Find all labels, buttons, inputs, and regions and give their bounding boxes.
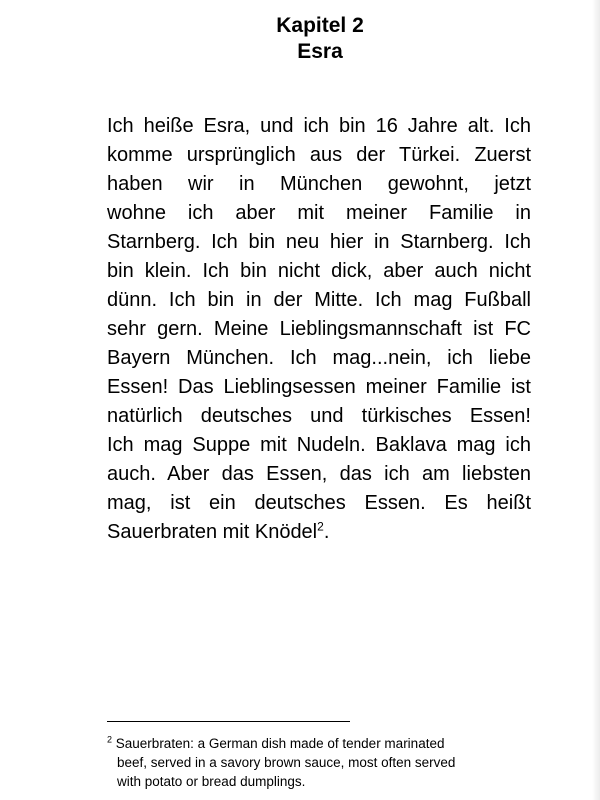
body-line: Ich mag Suppe mit Nudeln. Baklava mag ich [107,434,531,456]
body-line-last [107,518,531,547]
body-line: Ich heiße Esra, und ich bin 16 Jahre alt. Ich [107,115,531,137]
body-line: dünn. Ich bin in der Mitte. Ich mag Fußball [107,289,531,311]
body-line: Bayern München. Ich mag...nein, ich liebe [107,347,531,369]
body-line: auch. Aber das Essen, das ich am liebsten [107,463,531,485]
chapter-title: Kapitel 2 [276,14,364,37]
footnote-line: beef, served in a savory brown sauce, most often served [117,755,456,770]
chapter-subtitle: Esra [297,40,343,63]
body-line: komme ursprünglich aus der Türkei. Zuerst [107,144,531,166]
body-line: Starnberg. Ich bin neu hier in Starnberg. Ich [107,231,531,253]
body-line: Essen! Das Lieblingsessen meiner Familie ist [107,376,531,398]
body-line: mag, ist ein deutsches Essen. Es heißt [107,492,531,514]
body-line: wohne ich aber mit meiner Familie in [107,202,531,224]
page-edge-shadow [592,0,600,800]
body-line: haben wir in München gewohnt, jetzt [107,173,531,195]
final-punctuation: . [323,521,330,543]
body-line-text: Sauerbraten mit Knödel [107,521,318,543]
footnote-divider [107,721,350,722]
body-paragraph [107,112,531,547]
body-line: sehr gern. Meine Lieblingsmannschaft ist FC [107,318,531,340]
footnote-reference[interactable]: 2 [317,519,324,534]
footnote-line [107,734,527,753]
body-line: bin klein. Ich bin nicht dick, aber auch nicht [107,260,531,282]
footnote-line: with potato or bread dumplings. [117,774,306,789]
footnote-text: Sauerbraten: a German dish made of tender marinated [115,736,445,751]
footnote-marker: 2 [107,734,113,745]
body-line: natürlich deutsches und türkisches Essen! [107,405,531,427]
footnote [107,734,527,791]
